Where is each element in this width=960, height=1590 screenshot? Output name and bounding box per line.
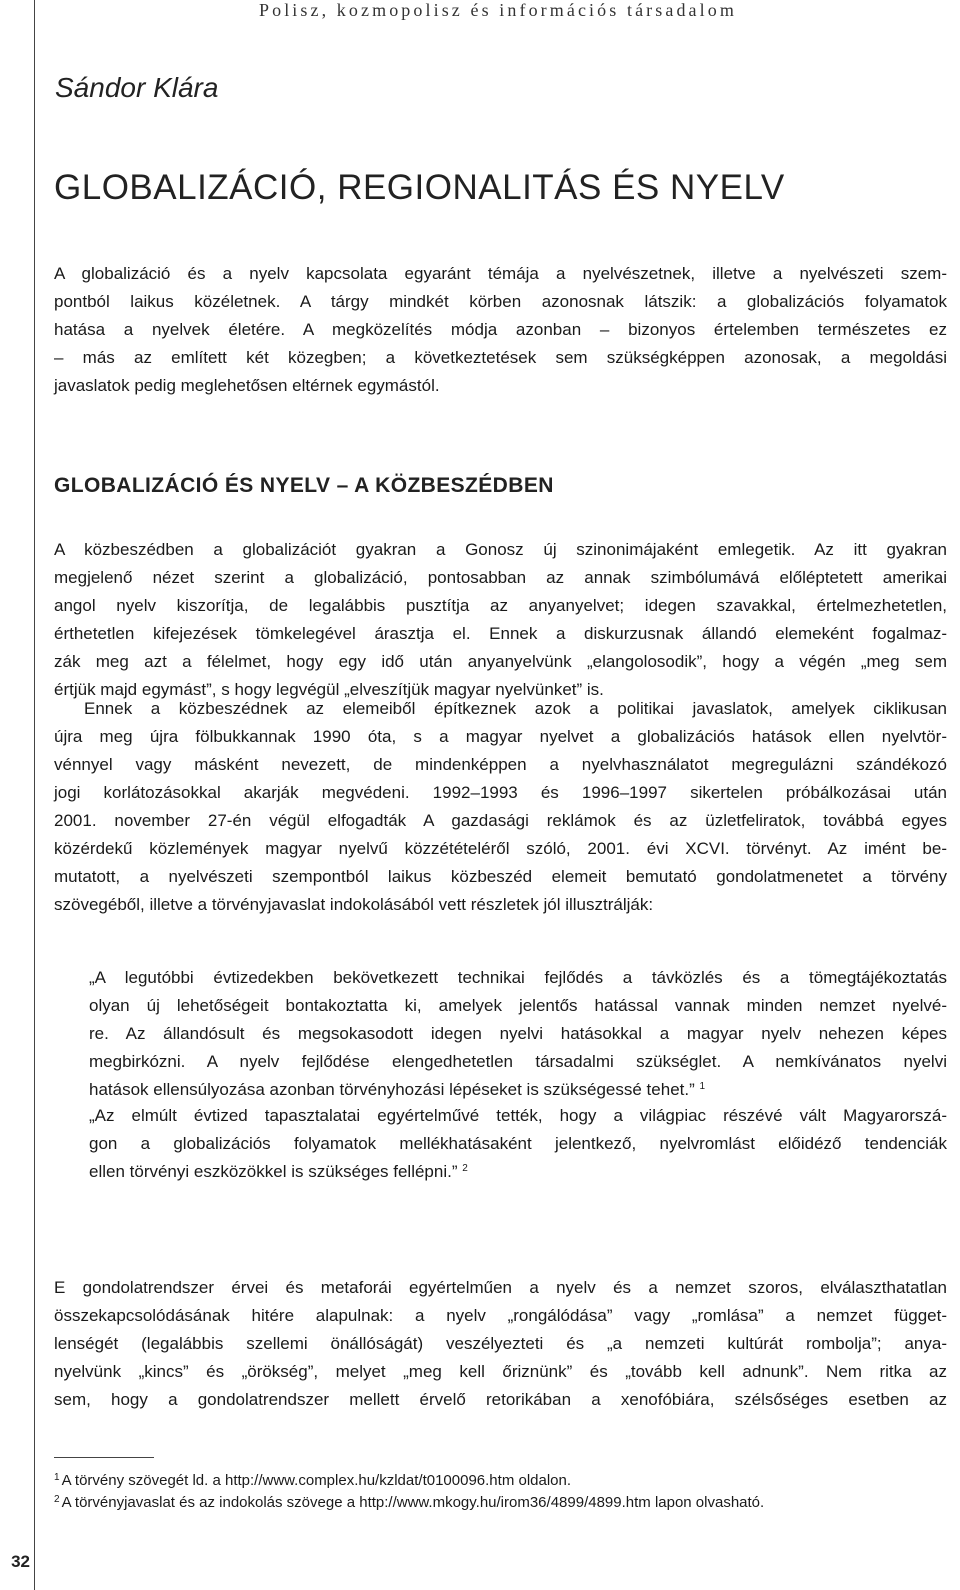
abstract-line: – más az említett két közegben; a következtetések sem szükségképpen azonosak, a megoldási: [54, 348, 947, 367]
paragraph-line: közérdekű közlemények magyar nyelvű közzétételéről szóló, 2001. évi XCVI. törvényt. Az imént be-: [54, 839, 947, 858]
block-quote-1: [89, 964, 947, 1104]
quote-line-text: hatások ellensúlyozása azonban törvényhozási lépéseket is szükségessé tehet.”: [89, 1080, 695, 1099]
footnote-ref[interactable]: 2: [462, 1163, 468, 1174]
paragraph-line: E gondolatrendszer érvei és metaforái egyértelműen a nyelv és a nemzet szoros, elválaszthatatlan: [54, 1278, 947, 1297]
paragraph-line: vénnyel vagy másként nevezett, de mindenképpen a nyelvhasználatot megregulázni szándékozó: [54, 755, 947, 774]
footnote-ref[interactable]: 1: [699, 1081, 706, 1092]
paragraph-line: nyelvünk „kincs” és „örökség”, melyet „meg kell őriznünk” és „tovább kell adnunk”. Nem ritka az: [54, 1362, 947, 1381]
footnote-1: [54, 1470, 947, 1492]
paragraph-line: jogi korlátozásokkal akarják megvédeni. 1992–1993 és 1996–1997 sikertelen próbálkozásai után: [54, 783, 947, 802]
quote-line: olyan új lehetőségeit bontakoztatta ki, amelyek jelentős hatással vannak minden nemzet nyelvé-: [89, 996, 947, 1015]
left-margin-rule: [34, 0, 35, 1590]
footnote-2: [54, 1492, 947, 1514]
quote-line: [89, 1158, 947, 1186]
body-paragraph-3: [54, 1274, 947, 1414]
body-paragraph-2: [54, 695, 947, 919]
footnote-text: A törvény szövegét ld. a http://www.complex.hu/kzldat/t0100096.htm oldalon.: [61, 1472, 572, 1489]
paragraph-line: mutatott, a nyelvészeti szempontból laikus közbeszéd elemeit bemutató gondolatmenetet a törvény: [54, 867, 947, 886]
quote-line: „Az elmúlt évtized tapasztalatai egyértelművé tették, hogy a világpiac részévé vált Magyarorszá-: [89, 1106, 947, 1125]
paragraph-line: zák meg azt a félelmet, hogy egy idő után anyanyelvünk „elangolosodik”, hogy a végén „meg sem: [54, 652, 947, 671]
quote-line-text: ellen törvényi eszközökkel is szükséges fellépni.”: [89, 1162, 458, 1181]
paragraph-line: értjük majd egymást”, s hogy legvégül „elveszítjük magyar nyelvünket” is.: [54, 680, 604, 699]
abstract-line: javaslatok pedig meglehetősen eltérnek egymástól.: [54, 376, 440, 395]
footnote-divider: [54, 1457, 154, 1458]
paragraph-line: A közbeszédben a globalizációt gyakran a Gonosz új szinonimájaként emlegetik. Az itt gyakran: [54, 540, 947, 559]
abstract: [54, 260, 947, 400]
quote-line: gon a globalizációs folyamatok mellékhatásaként jelentkező, nyelvromlást előidéző tendenciák: [89, 1134, 947, 1153]
quote-line: „A legutóbbi évtizedekben bekövetkezett technikai fejlődés a távközlés és a tömegtájékoztatás: [89, 968, 947, 987]
abstract-line: pontból laikus közéletnek. A tárgy mindkét körben azonosnak látszik: a globalizációs folyamatok: [54, 292, 947, 311]
running-header: Polisz, kozmopolisz és információs társadalom: [259, 0, 737, 20]
paragraph-line: összekapcsolódásának hitére alapulnak: a nyelv „rongálódása” vagy „romlása” a nemzet függet-: [54, 1306, 947, 1325]
abstract-line: hatása a nyelvek életére. A megközelítés módja azonban – bizonyos értelemben természetes ez: [54, 320, 947, 339]
body-paragraph-1: [54, 536, 947, 704]
paragraph-line: érthetetlen kifejezések tömkelegével árasztja el. Ennek a diskurzusnak állandó elemeként fogalmaz-: [54, 624, 947, 643]
paragraph-line: szövegéből, illetve a törvényjavaslat indokolásából vett részletek jól illusztrálják:: [54, 895, 654, 914]
paragraph-line: angol nyelv kiszorítja, de legalábbis pusztítja az anyanyelvet; idegen szavakkal, értelmezhetetlen,: [54, 596, 947, 615]
paragraph-line: megjelenő nézet szerint a globalizáció, pontosabban az annak szimbólumává előléptetett amerikai: [54, 568, 947, 587]
author-name: Sándor Klára: [55, 72, 219, 103]
quote-line: megbirkózni. A nyelv fejlődése elengedhetetlen társadalmi szükséglet. A nemkívánatos nyelvi: [89, 1052, 947, 1071]
paragraph-line: Ennek a közbeszédnek az elemeiből építkeznek azok a politikai javaslatok, amelyek ciklikusan: [84, 699, 947, 718]
footnote-number: 1: [54, 1472, 60, 1483]
paragraph-line: sem, hogy a gondolatrendszer mellett érvelő retorikában a xenofóbiára, szélsőséges esetben az: [54, 1390, 947, 1409]
article-title: GLOBALIZÁCIÓ, REGIONALITÁS ÉS NYELV: [54, 168, 785, 207]
section-heading: GLOBALIZÁCIÓ ÉS NYELV – A KÖZBESZÉDBEN: [54, 474, 554, 497]
footnote-text: A törvényjavaslat és az indokolás szövege a http://www.mkogy.hu/irom36/4899/4899.htm lapon olvasható.: [61, 1494, 765, 1511]
block-quote-2: [89, 1102, 947, 1186]
footnotes: [54, 1470, 947, 1514]
quote-line: re. Az állandósult és megsokasodott idegen nyelvi hatásokkal a magyar nyelv nehezen képes: [89, 1024, 947, 1043]
paragraph-line: újra meg újra fölbukkannak 1990 óta, s a magyar nyelvet a globalizációs hatások ellen nyelvtör-: [54, 727, 947, 746]
paragraph-line: lenségét (legalábbis szellemi önállóságát) veszélyezteti és „a nemzeti kultúrát rombolja”; anya-: [54, 1334, 947, 1353]
footnote-number: 2: [54, 1494, 60, 1505]
paragraph-line: 2001. november 27-én végül elfogadták A gazdasági reklámok és az üzletfeliratok, továbbá egyes: [54, 811, 947, 830]
quote-line: [89, 1076, 947, 1104]
abstract-line: A globalizáció és a nyelv kapcsolata egyaránt témája a nyelvészetnek, illetve a nyelvészeti szem-: [54, 264, 947, 283]
page-number: 32: [11, 1552, 30, 1571]
